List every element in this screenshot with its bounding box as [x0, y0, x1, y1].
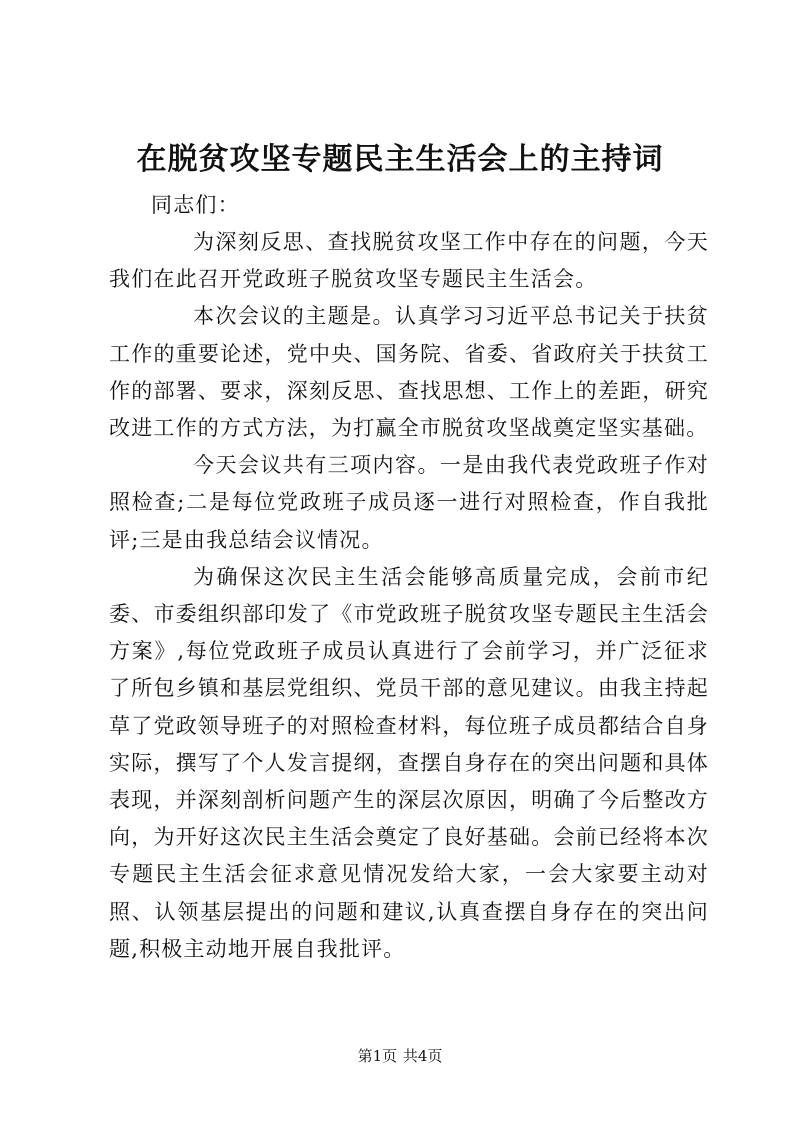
paragraph-3: 今天会议共有三项内容。一是由我代表党政班子作对照检查;二是每位党政班子成员逐一进行对照检查，作自我批评;三是由我总结会议情况。 [109, 453, 709, 552]
document-body [109, 187, 709, 968]
page-number: 第1页 [357, 1047, 398, 1065]
paragraph-4: 为确保这次民主生活会能够高质量完成，会前市纪委、市委组织部印发了《市党政班子脱贫攻坚专题民主生活会方案》,每位党政班子成员认真进行了会前学习，并广泛征求了所包乡镇和基层党组织、党员干部的意见建议。由我主持起草了党政领导班子的对照检查材料，每位班子成员都结合自身实际，撰写了个人发言提纲，查摆自身存在的突出问题和具体表现，并深刻剖析问题产生的深层次原因，明确了今后整改方向，为开好这次民主生活会奠定了良好基础。会前已经将本次专题民主生活会征求意见情况发给大家，一会大家要主动对照、认领基层提出的问题和建议,认真查摆自身存在的突出问题,积极主动地开展自我批评。 [109, 564, 709, 961]
page-total: 共4页 [402, 1047, 443, 1065]
document-title: 在脱贫攻坚专题民主生活会上的主持词 [136, 142, 664, 177]
salutation: 同志们： [151, 193, 240, 217]
paragraph-2: 本次会议的主题是。认真学习习近平总书记关于扶贫工作的重要论述，党中央、国务院、省委、省政府关于扶贫工作的部署、要求，深刻反思、查找思想、工作上的差距，研究改进工作的方式方法，为打赢全市脱贫攻坚战奠定坚实基础。 [109, 304, 709, 441]
paragraph-1: 为深刻反思、查找脱贫攻坚工作中存在的问题，今天我们在此召开党政班子脱贫攻坚专题民主生活会。 [109, 230, 709, 292]
page-footer [0, 1046, 800, 1066]
